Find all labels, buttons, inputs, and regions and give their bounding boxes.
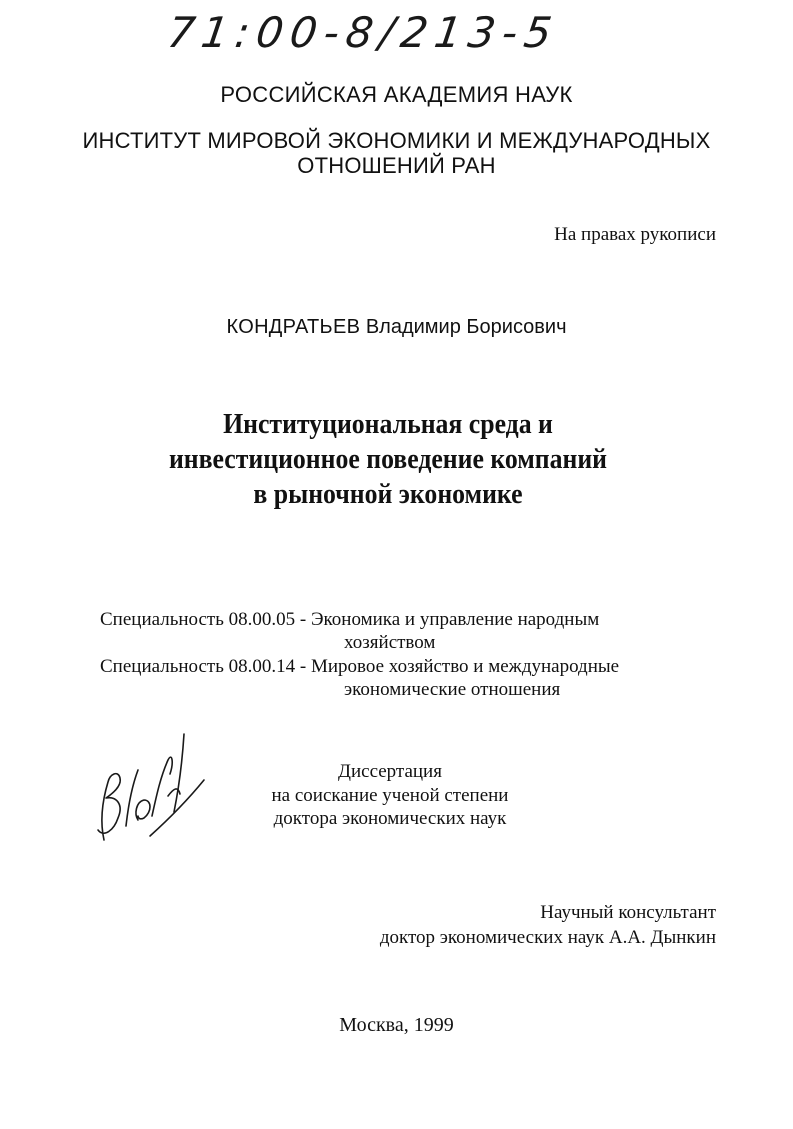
specialty-2-line: Специальность 08.00.14 - Мировое хозяйство и международные [100,656,620,677]
consultant-role: Научный консультант [540,902,716,923]
institute-heading [0,128,793,178]
title-line-1: Институциональная среда и [223,409,553,440]
specialty-2-continuation: экономические отношения [344,679,561,700]
consultant-name: доктор экономических наук А.А. Дынкин [379,927,716,948]
title-line-3: в рыночной экономике [253,479,523,510]
specialty-1-line: Специальность 08.00.05 - Экономика и управление народным [100,609,600,630]
specialty-1-continuation: хозяйством [344,632,436,653]
institute-line-1: ИНСТИТУТ МИРОВОЙ ЭКОНОМИКИ И МЕЖДУНАРОДНЫХ [82,128,711,153]
dissertation-line-2: на соискание ученой степени [271,784,509,806]
specialty-1 [100,608,599,654]
author-given-names: Владимир Борисович [365,316,567,338]
place-year: Москва, 1999 [339,1014,454,1036]
rights-note: На правах рукописи [554,224,716,245]
dissertation-line-3: доктора экономических наук [273,808,507,829]
archive-number: 71:00-8/213-5 [164,8,562,57]
specialty-2 [100,655,619,701]
author-surname: КОНДРАТЬЕВ [226,316,361,338]
consultant-block [300,900,716,950]
title-line-2: инвестиционное поведение компаний [168,444,608,475]
author-name [0,316,793,339]
institute-line-2: ОТНОШЕНИЙ РАН [297,153,496,178]
academy-heading: РОССИЙСКАЯ АКАДЕМИЯ НАУК [220,82,573,107]
handwritten-signature [82,722,212,852]
dissertation-title [31,407,745,512]
dissertation-line-1: Диссертация [338,761,442,782]
dissertation-block [240,760,540,831]
